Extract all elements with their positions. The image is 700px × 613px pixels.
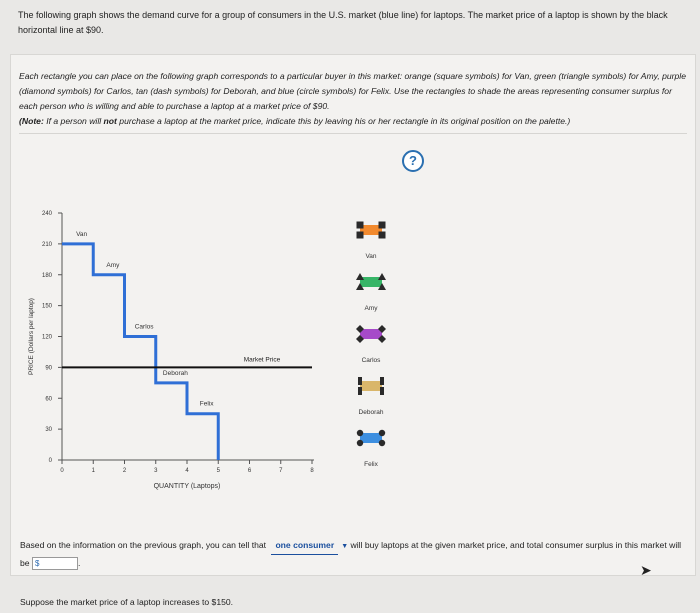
palette-handle-dash[interactable] bbox=[358, 377, 362, 385]
palette-rect[interactable] bbox=[360, 329, 382, 339]
suppose-text: Suppose the market price of a laptop increases to $150. bbox=[20, 597, 234, 607]
palette-label: Van bbox=[365, 253, 377, 260]
x-tick-label: 6 bbox=[247, 468, 252, 474]
palette-handle-square[interactable] bbox=[357, 222, 364, 229]
note-rest: purchase a laptop at the market price, indicate this by leaving his or her rectangle in its original position on the palette.) bbox=[116, 116, 571, 126]
intro-text: The following graph shows the demand curve for a group of consumers in the U.S. market (blue line) for laptops. The market price of a laptop is shown by the black horizontal line at $90. bbox=[18, 10, 668, 35]
y-tick-label: 240 bbox=[41, 211, 52, 217]
palette-handle-dash[interactable] bbox=[380, 387, 384, 395]
x-tick-label: 4 bbox=[185, 468, 189, 474]
palette-handle-circle[interactable] bbox=[357, 440, 363, 446]
palette-rect[interactable] bbox=[360, 381, 382, 391]
palette-handle-square[interactable] bbox=[379, 232, 386, 239]
answer-text-after: will buy laptops at the given market price, and total consumer surplus in this market will be bbox=[20, 540, 682, 568]
x-axis-label: QUANTITY (Laptops) bbox=[153, 483, 221, 490]
note-label: (Note: bbox=[19, 116, 44, 126]
y-tick-label: 60 bbox=[45, 396, 52, 403]
y-tick-label: 150 bbox=[41, 303, 52, 310]
y-tick-label: 120 bbox=[41, 334, 52, 341]
palette-handle-triangle[interactable] bbox=[356, 273, 364, 280]
step-label: Deborah bbox=[162, 369, 188, 377]
help-icon[interactable]: ? bbox=[402, 150, 424, 172]
surplus-input[interactable] bbox=[32, 557, 78, 570]
step-label: Felix bbox=[199, 400, 214, 408]
step-label: Amy bbox=[106, 261, 120, 269]
palette-deborah[interactable] bbox=[358, 377, 384, 416]
y-tick-label: 30 bbox=[45, 427, 52, 434]
y-tick-label: 210 bbox=[41, 241, 52, 248]
chevron-down-icon[interactable]: ▼ bbox=[341, 543, 349, 550]
instructions-body: Each rectangle you can place on the following graph corresponds to a particular buyer in this market: orange (square symbols) for Van, green (triangle symbols) for Amy, purple (diamond symbols) for Carlos, tan (dash symbols) for Deborah, and blue (circle symbols) for Felix. Use the rectangles to shade the areas representing consumer surplus for each person who is willing and able to purchase a laptop at a market price of $90. bbox=[19, 71, 686, 111]
x-tick-label: 5 bbox=[216, 468, 220, 474]
palette-handle-triangle[interactable] bbox=[378, 273, 386, 280]
palette-label: Amy bbox=[364, 305, 378, 312]
palette-amy[interactable] bbox=[356, 273, 386, 312]
note-text: If a person will bbox=[43, 116, 104, 126]
market-price-label: Market Price bbox=[243, 356, 281, 364]
palette-handle-square[interactable] bbox=[379, 222, 386, 229]
answer-section: Based on the information on the previous graph, you can tell that one consumer ▼ will buy laptops at the given market price, and total consumer surplus in this market will be $ . bbox=[20, 537, 685, 572]
palette-handle-circle[interactable] bbox=[357, 430, 363, 436]
palette-van[interactable] bbox=[357, 222, 386, 261]
x-tick-label: 2 bbox=[122, 468, 127, 474]
palette-felix[interactable] bbox=[357, 430, 385, 468]
dollar-sign: $ bbox=[34, 559, 40, 569]
palette-label: Carlos bbox=[361, 357, 381, 364]
x-tick-label: 3 bbox=[154, 468, 158, 474]
x-tick-label: 8 bbox=[310, 468, 314, 474]
palette-label: Felix bbox=[364, 461, 378, 468]
note-not: not bbox=[103, 116, 117, 126]
palette-handle-dash[interactable] bbox=[380, 377, 384, 385]
palette-handle-square[interactable] bbox=[357, 232, 364, 239]
demand-curve bbox=[62, 244, 218, 460]
dropdown-value: one consumer bbox=[275, 540, 335, 550]
y-tick-label: 180 bbox=[41, 272, 52, 279]
palette-label: Deborah bbox=[358, 409, 384, 416]
palette-handle-circle[interactable] bbox=[379, 440, 385, 446]
step-label: Carlos bbox=[134, 323, 154, 331]
palette-rect[interactable] bbox=[360, 277, 382, 287]
x-tick-label: 0 bbox=[60, 468, 64, 474]
y-tick-label: 90 bbox=[45, 365, 52, 372]
x-tick-label: 7 bbox=[279, 468, 283, 474]
palette-carlos[interactable] bbox=[356, 325, 386, 364]
palette-rect[interactable] bbox=[360, 433, 382, 443]
x-tick-label: 1 bbox=[91, 468, 95, 474]
step-label: Van bbox=[76, 230, 88, 238]
palette-handle-circle[interactable] bbox=[379, 430, 385, 436]
y-tick-label: 0 bbox=[48, 458, 52, 464]
cursor-icon: ➤ bbox=[640, 562, 652, 578]
answer-text-before: Based on the information on the previous graph, you can tell that bbox=[20, 540, 267, 550]
consumer-count-dropdown[interactable] bbox=[271, 537, 338, 555]
palette-handle-dash[interactable] bbox=[358, 387, 362, 395]
y-axis-label: PRICE (Dollars per laptop) bbox=[28, 298, 35, 375]
